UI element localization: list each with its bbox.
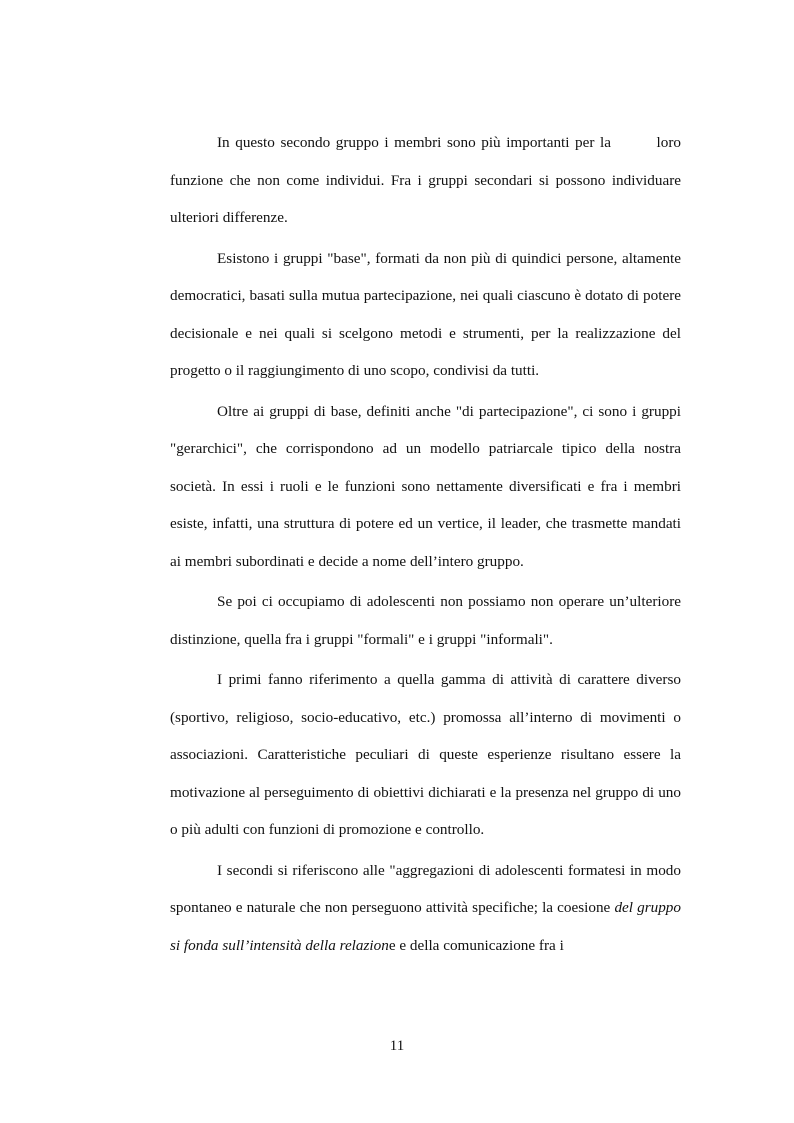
paragraph-6-start: I secondi si riferiscono alle "aggregazioni di adolescenti formatesi in modo spontaneo e naturale che non perseguono attività specifiche; la coesione (170, 861, 681, 916)
page-number: 11 (389, 1038, 405, 1054)
body-text (170, 124, 681, 964)
paragraph-6-end: e e della comunicazione fra i (388, 936, 564, 954)
paragraph-2: Esistono i gruppi "base", formati da non più di quindici persone, altamente democratici, basati sulla mutua partecipazione, nei quali ciascuno è dotato di potere decisionale e nei quali si scelgono metodi e strumenti, per la realizzazione del progetto o il raggiungimento di uno scopo, condivisi da tutti. (170, 249, 681, 379)
paragraph-3: Oltre ai gruppi di base, definiti anche "di partecipazione", ci sono i gruppi "gerarchici", che corrispondono ad un modello patriarcale tipico della nostra società. In essi i ruoli e le funzioni sono nettamente diversificati e fra i membri esiste, infatti, una struttura di potere ed un vertice, il leader, che trasmette mandati ai membri subordinati e decide a nome dell’intero gruppo. (170, 402, 681, 570)
paragraph-1: In questo secondo gruppo i membri sono più importanti per la loro funzione che non come individui. Fra i gruppi secondari si possono individuare ulteriori differenze. (170, 134, 681, 226)
paragraph-6-italic: del gruppo si fonda sull’intensità della relazion (170, 899, 681, 954)
paragraph-4: Se poi ci occupiamo di adolescenti non possiamo non operare un’ulteriore distinzione, quella fra i gruppi "formali" e i gruppi "informali". (170, 593, 681, 648)
paragraph-5: I primi fanno riferimento a quella gamma di attività di carattere diverso (sportivo, religioso, socio-educativo, etc.) promossa all’interno di movimenti o associazioni. Caratteristiche peculiari di queste esperienze risultano essere la motivazione al perseguimento di obiettivi dichiarati e la presenza nel gruppo di uno o più adulti con funzioni di promozione e controllo. (170, 671, 681, 838)
paragraph-6 (170, 852, 681, 965)
